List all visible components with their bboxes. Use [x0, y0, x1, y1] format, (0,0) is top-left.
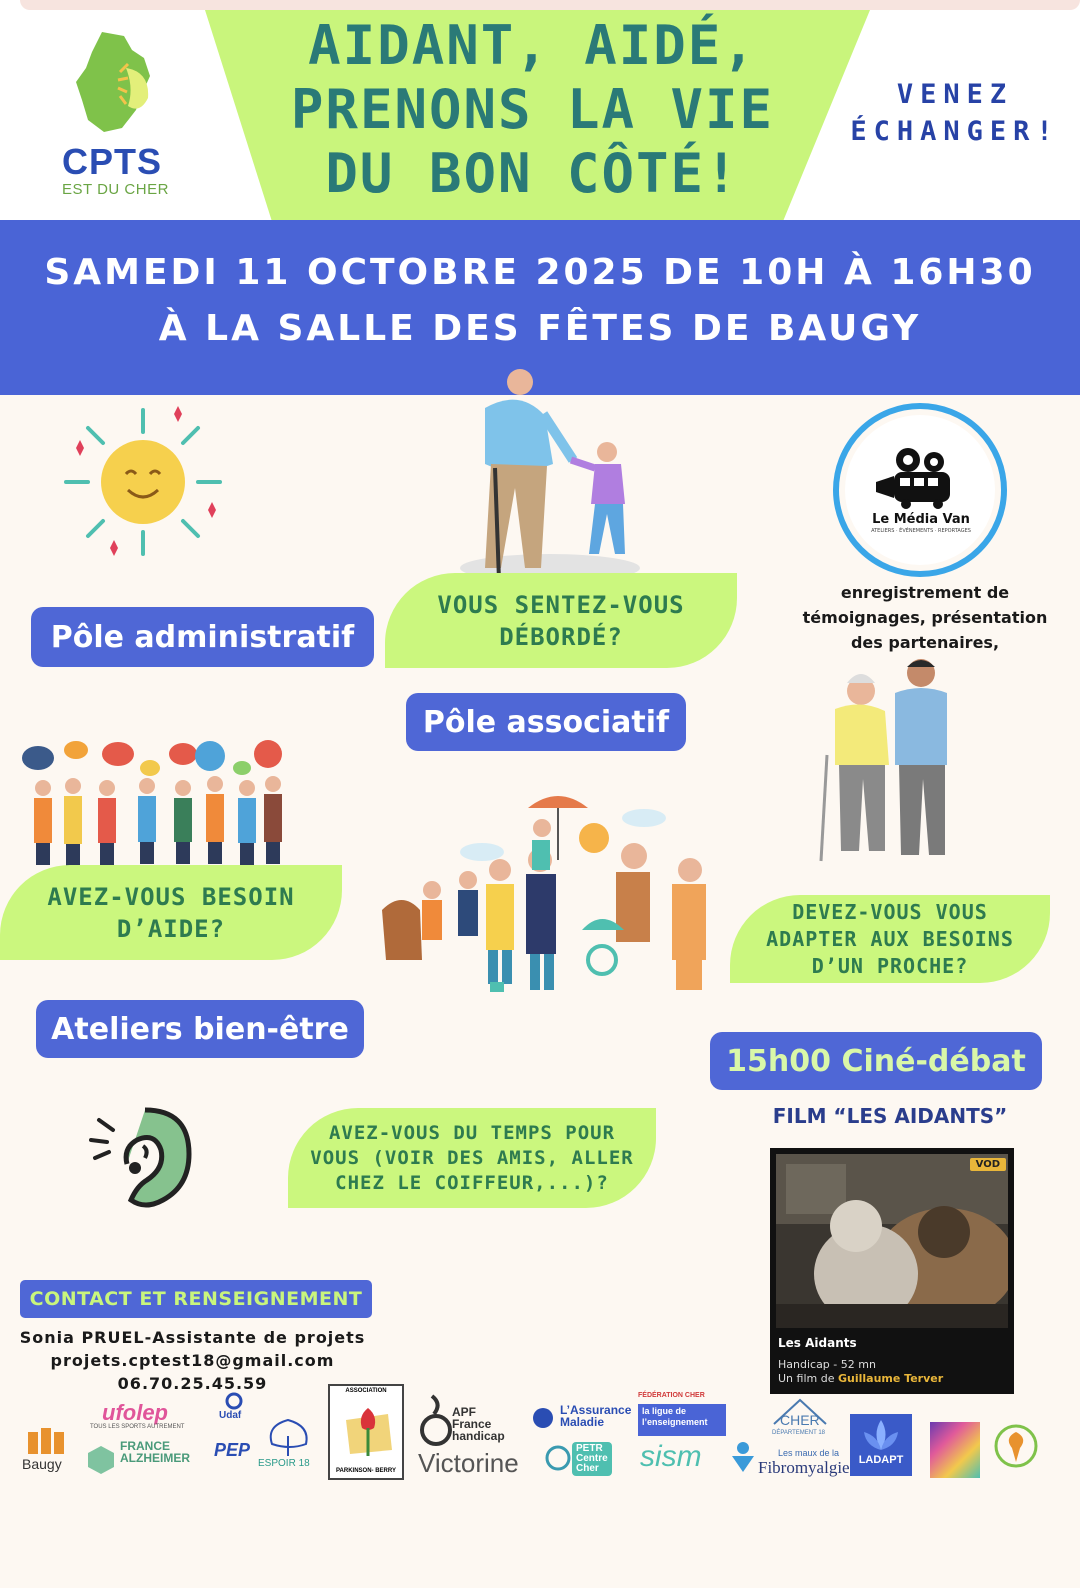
question-besoin-aide	[0, 865, 342, 960]
ligue-line: la ligue de	[642, 1406, 687, 1416]
cpts-logo-subtitle: EST DU CHER	[62, 181, 169, 198]
parkinson-bottom-text: PARKINSON- BERRY	[335, 1468, 396, 1474]
ligue-logo	[638, 1404, 726, 1436]
ear-icon	[85, 1102, 205, 1217]
ladapt-logo	[850, 1414, 912, 1476]
caregiver-elderly-illustration	[815, 655, 965, 865]
apf-line: handicap	[452, 1429, 505, 1443]
baugy-logo: Baugy	[22, 1456, 62, 1472]
france-alzheimer-line: FRANCE	[120, 1439, 170, 1453]
family-walking-illustration	[372, 790, 722, 1010]
parkinson-top-text: ASSOCIATION	[345, 1388, 387, 1394]
vod-badge: VOD	[970, 1158, 1006, 1171]
fibromyalgie-logo	[758, 1448, 850, 1477]
question-temps-line: AVEZ-VOUS DU TEMPS POUR	[328, 1121, 616, 1144]
france-alzheimer-logo	[120, 1440, 190, 1464]
assurance-maladie-logo	[560, 1404, 631, 1428]
contact-email[interactable]: projets.cptest18@gmail.com	[50, 1351, 335, 1370]
sun-icon	[58, 402, 228, 562]
cine-debat-pill: 15h00 Ciné-débat	[710, 1032, 1042, 1090]
question-temps-line: CHEZ LE COIFFEUR,...)?	[335, 1171, 609, 1194]
question-deborde-line: DÉBORDÉ?	[499, 622, 623, 651]
film-still-image	[776, 1154, 1008, 1328]
baugy-logo-icon	[24, 1422, 68, 1454]
media-van-description	[790, 580, 1060, 655]
question-aide-line: D’AIDE?	[116, 914, 226, 943]
ufolep-logo: ufolep	[102, 1400, 168, 1425]
film-heading: FILM “LES AIDANTS”	[772, 1104, 1008, 1128]
contact-heading: CONTACT ET RENSEIGNEMENT	[20, 1280, 372, 1318]
ligue-text	[642, 1406, 708, 1428]
tagline	[840, 76, 1070, 150]
apf-line: APF	[452, 1405, 476, 1419]
film-credit	[778, 1372, 943, 1386]
udaf-logo: Udaf	[219, 1410, 242, 1421]
victorine-logo: Victorine	[418, 1448, 519, 1478]
espoir-tree-icon	[260, 1416, 316, 1456]
cher-logo: CHER	[780, 1412, 820, 1428]
petr-logo	[572, 1442, 612, 1476]
france-alzheimer-icon	[86, 1444, 116, 1474]
ufolep-subtitle: TOUS LES SPORTS AUTREMENT	[90, 1424, 185, 1430]
question-aide-line: AVEZ-VOUS BESOIN	[47, 882, 295, 911]
ligue-top: FÉDÉRATION CHER	[638, 1392, 705, 1399]
assurance-line: Maladie	[560, 1415, 605, 1429]
poster-title	[230, 14, 835, 206]
tagline-line-1: VENEZ	[896, 79, 1014, 110]
title-line-1: AIDANT, AIDÉ,	[308, 14, 757, 77]
film-category: Handicap - 52 mn	[778, 1358, 876, 1371]
cher-subtitle: DÉPARTEMENT 18	[772, 1430, 826, 1436]
contact-phone[interactable]: 06.70.25.45.59	[117, 1374, 268, 1393]
media-van-description-line: enregistrement de	[840, 583, 1010, 602]
cpts-map-logo	[72, 28, 162, 138]
cpts-logo-text: CPTS	[62, 141, 163, 182]
title-line-2: PRENONS LA VIE	[290, 78, 775, 141]
question-adapter-line: ADAPTER AUX BESOINS	[766, 926, 1014, 951]
ateliers-bien-etre-pill: Ateliers bien-être	[36, 1000, 364, 1058]
pep-logo: PEP	[214, 1440, 251, 1460]
question-deborde-line: VOUS SENTEZ-VOUS	[437, 590, 685, 619]
tree-circle-logo	[990, 1422, 1042, 1470]
ladapt-text: LADAPT	[858, 1454, 904, 1466]
apf-line: France	[452, 1417, 492, 1431]
fibro-line-1: Les maux de la	[778, 1448, 840, 1458]
espoir-logo: ESPOIR 18	[258, 1458, 310, 1469]
contact-person: Sonia PRUEL-Assistante de projets	[19, 1328, 366, 1347]
grandfather-child-illustration	[455, 368, 645, 588]
partner-logos	[0, 1388, 1080, 1502]
france-alzheimer-line: ALZHEIMER	[120, 1451, 190, 1465]
question-adapter-besoins	[730, 895, 1050, 983]
event-place: À LA SALLE DES FÊTES DE BAUGY	[158, 308, 922, 349]
film-credit-prefix: Un film de	[778, 1372, 838, 1385]
film-name: Les Aidants	[778, 1336, 857, 1350]
apf-logo	[452, 1406, 505, 1442]
ligue-line: l’enseignement	[642, 1417, 708, 1427]
petr-line: Centre	[576, 1453, 608, 1464]
media-van-description-line: des partenaires,	[850, 633, 1000, 652]
question-deborde	[385, 573, 737, 668]
question-temps-pour-vous	[288, 1108, 656, 1208]
media-van-description-line: témoignages, présentation	[802, 608, 1048, 627]
media-van-tagline: ATELIERS · ÉVÉNEMENTS · REPORTAGES	[871, 528, 971, 534]
film-poster[interactable]	[770, 1148, 1014, 1394]
question-temps-line: VOUS (VOIR DES AMIS, ALLER	[310, 1146, 634, 1169]
group-discussion-illustration	[18, 738, 290, 868]
petr-line: PETR	[576, 1443, 603, 1454]
pole-administratif-pill: Pôle administratif	[31, 607, 374, 667]
sism-logo: sism	[640, 1440, 702, 1473]
fibro-line-2: Fibromyalgie	[758, 1458, 850, 1477]
apf-icon	[418, 1392, 454, 1446]
udaf-icon	[222, 1392, 246, 1410]
event-date: SAMEDI 11 OCTOBRE 2025 DE 10H À 16H30	[44, 252, 1036, 293]
film-director: Guillaume Terver	[837, 1372, 944, 1385]
film-meta	[778, 1358, 943, 1386]
rainbow-logo	[930, 1422, 980, 1478]
media-van-name: Le Média Van	[872, 512, 970, 527]
question-adapter-line: DEVEZ-VOUS VOUS	[792, 899, 988, 924]
contact-details	[15, 1326, 370, 1395]
assurance-maladie-icon	[528, 1406, 558, 1430]
petr-line: Cher	[576, 1463, 599, 1474]
media-van-logo	[832, 402, 1012, 582]
pole-associatif-pill: Pôle associatif	[406, 693, 686, 751]
question-adapter-line: D’UN PROCHE?	[811, 953, 969, 978]
title-line-3: DU BON CÔTÉ!	[325, 142, 740, 205]
assurance-line: L’Assurance	[560, 1403, 632, 1417]
top-strip	[20, 0, 1080, 10]
tulip-icon	[338, 1400, 398, 1460]
fibromyalgie-icon	[726, 1440, 760, 1474]
petr-icon	[544, 1444, 572, 1472]
lotus-icon	[860, 1418, 902, 1452]
parkinson-logo	[328, 1384, 404, 1480]
tagline-line-2: ÉCHANGER!	[850, 116, 1060, 147]
